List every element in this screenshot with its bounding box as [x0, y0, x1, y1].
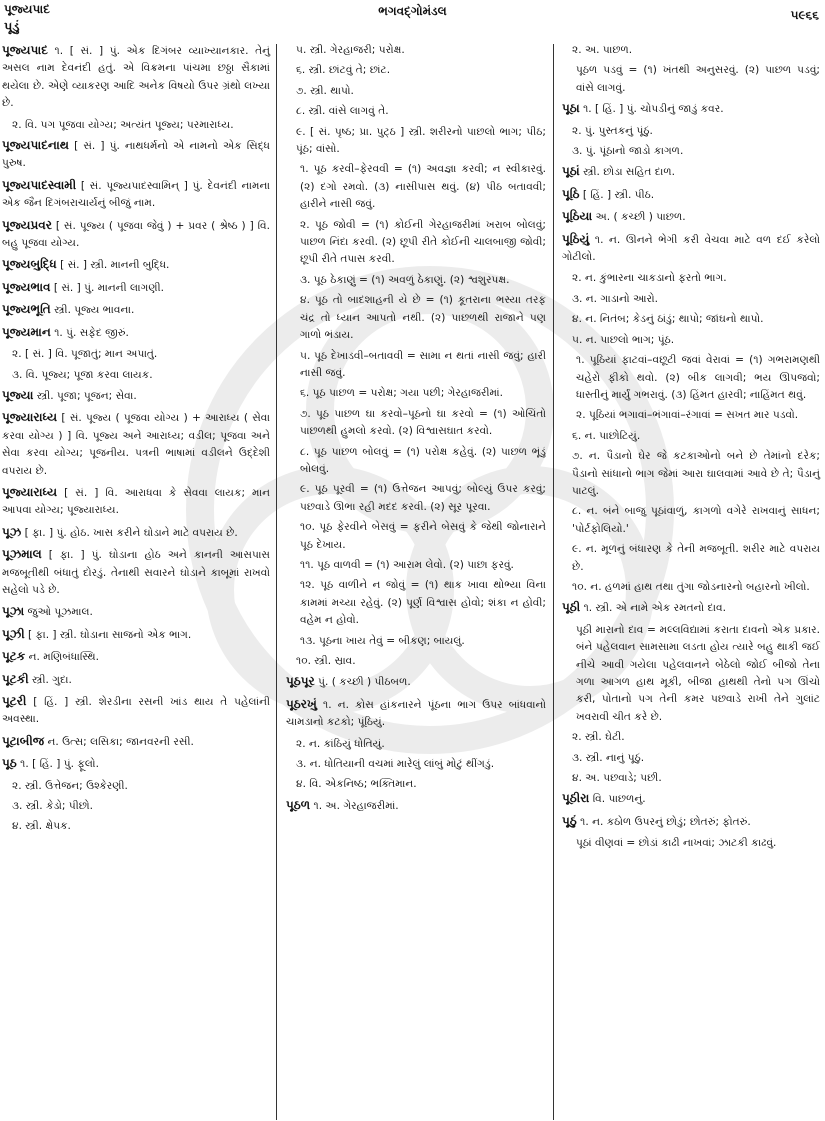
headword: પૂઠપૂર — [286, 674, 315, 689]
idiom-definition: ૪. પૂઠ તો બાદશાહની યે છે = (૧) કૂતરાના ભસ્યા તરફ ચંદ્ર તો ધ્યાન આપતો નથી. (૨) પાછળથી રાજાને પણ ગાળો ભંડાય. — [300, 294, 546, 342]
idiom-definition: ૯. પૂઠ પૂરવી = (૧) ઉત્તેજન આપવું; બોલ્યું ઉપર કરવું; પછવાડે ઊભા રહી મદદ કરવી. (૨) સૂર પૂરવા. — [300, 483, 546, 513]
sub-definition: ૭. સ્ત્રી. થાપો. — [296, 84, 354, 97]
dictionary-entry — [2, 603, 270, 621]
headword: પૂજ્યા — [2, 387, 34, 402]
definition-text: સ્ત્રી. છોડા સહિત દાળ. — [579, 166, 675, 179]
definition-text: ૧. અ. ગેરહાજરીમાં. — [310, 799, 399, 812]
headword: પૂટરી — [2, 694, 27, 708]
sub-definition: ૨. ન. કુંભારના ચાકડાનો ફરતો ભાગ. — [572, 272, 727, 285]
sub-definition: ૮. સ્ત્રી. વાંસે લાગવું તે. — [296, 105, 389, 118]
definition-text: ૧. પું. સફેદ જીરું. — [50, 326, 129, 339]
headword: પૂઠાં — [562, 164, 580, 179]
headword: પૂઠ — [2, 756, 17, 771]
definition-text: [ હિં. ] સ્ત્રી. પીઠ. — [579, 188, 655, 201]
sub-definition: ૯. [ સં. પૃષ્ઠ; પ્રા. પુટ્ઠ ] સ્ત્રી. શરીરનો પાછલો ભાગ; પીઠ; પૂંઠ; વાંસો. — [296, 125, 546, 156]
headword: પૂઠિયા — [562, 209, 593, 224]
sub-definition: ૪. વિ. એકનિષ્ઠ; ભક્તિમાન. — [296, 778, 417, 791]
headword: પૂઠા — [562, 101, 580, 116]
dictionary-entry — [2, 484, 270, 520]
dictionary-entry — [562, 208, 820, 226]
definition-text: [ સં. ] વિ. આરાધવા કે સેવવા લાયક; માન આપવા યોગ્ય; પૂજ્યારાધ્ય. — [2, 486, 270, 517]
definition-text: ૧. ન. કઠોળ ઉપરનું છોડું; છોતરું; ફોતરું. — [576, 815, 751, 828]
sub-definition: ૪. સ્ત્રી. ક્ષેપક. — [12, 820, 71, 833]
definition-text: [ ફા. ] પું. ઘોડાના હોઠ અને કાનની આસપાસ મજબૂતીથી બંધાતું દોરડું. તેનાથી સવારને ઘોડાને કાબૂમાં રાખવો સહેલો પડે છે. — [2, 549, 270, 596]
idiom-definition: ૩. પૂઠ ઠેકાણું = (૧) અવળું ઠેકાણું. (૨) શ્વશુરપક્ષ. — [300, 273, 510, 286]
dictionary-entry — [2, 177, 270, 213]
definition-text: સ્ત્રી. પૂજ્ય ભાવના. — [50, 304, 135, 317]
dictionary-entry — [2, 387, 270, 405]
definition-text: ૧. સ્ત્રી. એ નામે એક રમતનો દાવ. — [580, 602, 726, 615]
idiom-definition: ૧. પૂઠિયાં ફાટવાં–વછૂટી જવાં વેરાવાં = (૧) ગભરામણથી ચહેરો ફીકો થવો. (૨) બીક લાગવી; ભય ઊપજવો; ધાસ્તીનું માર્યું ગભરાવું. (૩) હિંમત હારવી; નાહિંમત થવું. — [576, 354, 820, 401]
headword: પૂઝ — [2, 524, 22, 539]
sub-definition: ૩. સ્ત્રી. કેડો; પીછો. — [12, 800, 93, 813]
dictionary-entry — [2, 256, 270, 274]
sub-definition: ૫. ન. પાછલો ભાગ; પૂંઠ. — [572, 333, 675, 346]
page-header — [0, 0, 825, 42]
definition-text: [ હિં. ] સ્ત્રી. શેરડીના રસની ખાંડ થાય તે પહેલાંની અવસ્થા. — [2, 696, 270, 726]
sub-definition: ૬. ન. પાછોટિયું. — [572, 429, 641, 442]
sub-definition: ૬. સ્ત્રી. છાંટવું તે; છાંટ. — [296, 64, 391, 77]
dictionary-entry — [2, 42, 270, 113]
sub-definition: ૩. ન. ધોતિયાની વચમાં મારેલું લાંબું મોટું થીંગડું. — [296, 758, 495, 771]
dictionary-title: ભગવદ્ગોમંડલ — [378, 4, 447, 18]
definition-text: [ ફા. ] સ્ત્રી. ઘોડાના સાજનો એક ભાગ. — [24, 628, 192, 641]
headword: પૂઠળ — [286, 797, 311, 812]
idiom-definition: પૂઠી મારાનો દાવ = મલ્લવિદ્યામાં કરાતા દાવનો એક પ્રકાર. બંને પહેલવાન સામસામા લડતા હોય ત્યારે બહુ થાકી જઈ નીચે આવી ગયેલા પહેલવાનને બેઠેલો જોઈ બીજો તેના ગળા આગળ હાથ મૂકી, બીજા હાથથી તેનો પગ ઊંચો કરી, પોતાનો પગ તેની કમર પછવાડે રાખી તેને ગુલાંટ ખવરાવી ચીત કરે છે. — [576, 623, 820, 723]
dictionary-entry — [2, 693, 270, 729]
headword: પૂજ્યપાદનાથ — [2, 138, 69, 153]
dictionary-entry — [2, 137, 270, 173]
definition-text: [ સં. ] પું. નાથધર્મનો એ નામનો એક સિદ્ધ પુરુષ. — [2, 140, 270, 170]
headword: પૂજ્યપાદસ્વામી — [2, 177, 77, 192]
idiom-definition: પૂઠાં વીણવાં = છોડાં કાઢી નાખવાં; ઝાટકી કાઢવું. — [576, 837, 777, 850]
idiom-definition: ૧૦. પૂઠ ફેરવીને બેસવું = ફરીને બેસવું કે જેથી જોનારાને પૂઠ દેખાય. — [300, 521, 546, 551]
sub-definition: ૩. ન. ગાડાનો આરો. — [572, 292, 659, 305]
sub-definition: ૮. ન. બંને બાજુ પૂઠાંવાળું, કાગળો વગેરે રાખવાનું સાધન; 'પોર્ટફોલિયો.' — [572, 505, 820, 535]
idiom-definition: ૭. પૂઠ પાછળ ઘા કરવો–પૂઠનો ઘા કરવો = (૧) ઓચિંતો પાછળથી હુમલો કરવો. (૨) વિશ્વાસઘાત કરવો. — [300, 407, 546, 438]
headword: પૂજ્યારાધ્ય — [2, 410, 58, 425]
idiom-definition: ૧૩. પૂઠના ખાય તેવું = બીકણ; બાયલું. — [300, 634, 465, 647]
sub-definition: ૩. વિ. પૂજ્ય; પૂજા કરવા લાયક. — [12, 368, 153, 381]
definition-text: ૧. [ હિં. ] પું. ચોપડીનું જાડું કવર. — [579, 103, 724, 116]
headword: પૂટક — [2, 649, 26, 664]
dictionary-entry — [2, 217, 270, 253]
definition-text: ૧. ન. કોસ હાંકનારને પૂંઠના ભાગ ઉપર બાંધવાનો ચામડાનો કટકો; પૂંઠિયું. — [286, 698, 546, 729]
headword: પૂજ્યમાન — [2, 324, 51, 339]
column-divider — [276, 44, 277, 1120]
dictionary-entry — [2, 524, 270, 542]
headword: પૂઠિ — [562, 186, 580, 201]
definition-text: [ સં. ] સ્ત્રી. માનની બુદ્ધિ. — [56, 259, 170, 272]
definition-text: [ સં. પૂજ્ય ( પૂજવા જેવું ) + પ્રવર ( શ્રેષ્ઠ ) ] વિ. બહુ પૂજવા યોગ્ય. — [2, 219, 270, 250]
sub-definition: ૨. સ્ત્રી. ઘેટી. — [572, 731, 625, 744]
idiom-definition: પૂઠળ પડવું = (૧) ખંતથી અનુસરવું. (૨) પાછળ પડવું; વાંસે લાગવું. — [576, 64, 820, 94]
dictionary-entry — [562, 100, 820, 118]
headword: પૂઠીરા — [562, 791, 590, 806]
idiom-definition: ૫. પૂઠ દેખાડવી–બતાવવી = સામા ન થતાં નાસી જવું; હારી નાસી જવું. — [300, 349, 546, 379]
idiom-definition: ૨. પૂઠિયાં ભગાવાં–ભંગાવાં–રંગાવાં = સખત માર પડવો. — [576, 409, 799, 422]
definition-text: [ સં. પૂજ્ય ( પૂજવા યોગ્ય ) + આરાધ્ય ( સેવા કરવા યોગ્ય ) ] વિ. પૂજ્ય અને આરાધ્ય; વડીલ; પૂજવા અને સેવા કરવા યોગ્ય; પૂજનીય. પત્રની ભાષામાં વડીલને ઉદ્દેશી વપરાય છે. — [2, 412, 270, 477]
dictionary-entry — [562, 163, 820, 181]
headword: પૂઠિયું — [562, 231, 590, 246]
headword: પૂઠરખું — [286, 696, 317, 711]
dictionary-entry — [562, 186, 820, 204]
definition-text: સ્ત્રી. ગુદા. — [28, 673, 72, 686]
dictionary-entry — [562, 790, 820, 808]
definition-text: [ ફા. ] પું. હોઠ. ખાસ કરીને ઘોડાને માટે વપરાય છે. — [21, 526, 238, 539]
dictionary-entry — [2, 671, 270, 689]
headword: પૂજ્યપ્રવર — [2, 217, 52, 232]
dictionary-entry — [286, 797, 546, 815]
sub-definition: ૨. સ્ત્રી. ઉત્તેજન; ઉશ્કેરણી. — [12, 779, 128, 792]
definition-text: ૧. [ સં. ] પું. એક દિગંબર વ્યાખ્યાનકાર. તેનું અસલ નામ દેવનંદી હતું. એ વિક્રમના પાંચમા છઠ્ઠા સૈકામાં થયેલા છે. એણે વ્યાકરણ આદિ અનેક વિષયો ઉપર ગ્રંથો લખ્યા છે. — [2, 45, 270, 110]
dictionary-entry — [286, 673, 546, 691]
idiom-definition: ૨. પૂઠ જોવી = (૧) કોઈની ગેરહાજરીમાં ખરાબ બોલવું; પાછળ નિંદા કરવી. (૨) છૂપી રીતે કોઈની ચાલબાજી જોવી; છૂપી રીતે તપાસ કરવી. — [300, 218, 546, 266]
dictionary-entry — [286, 696, 546, 732]
headword: પૂજ્યપાદ — [2, 43, 48, 57]
sub-definition: ૨. અ. પાછળ. — [572, 44, 633, 56]
definition-text: ન. ઉત્સ; લસિકા; જાનવરની રસી. — [44, 735, 194, 748]
sub-definition: ૧૦. ન. હળમાં હાથ તથા તુંગા જોડનારનો બહારનો ખીલો. — [572, 580, 810, 593]
sub-definition: ૯. ન. મૂળનું બંધારણ કે તેની મજબૂતી. શરીર માટે વપરાય છે. — [572, 543, 820, 573]
sub-definition: ૩. પું. પૂંઠાનો જાડો કાગળ. — [572, 145, 684, 158]
definition-text: ૧. ન. ઊનને ભેગી કરી વેચવા માટે વળ દઈ કરેલો ગોટીલો. — [562, 233, 820, 264]
headword: પૂઠું — [562, 813, 577, 828]
dictionary-entry — [2, 755, 270, 773]
sub-definition: ૪. ન. નિતંબ; કેડનું ઠાંડું; થાપો; જાંઘનો થાપો. — [572, 313, 764, 326]
headword: પૂઝમાલ — [2, 547, 42, 562]
headword: પૂટકી — [2, 671, 29, 686]
headword: પૂઝા — [2, 604, 25, 619]
headword: પૂજ્યભાવ — [2, 279, 51, 294]
dictionary-entry — [562, 599, 820, 617]
dictionary-entry — [2, 648, 270, 666]
idiom-definition: ૧૧. પૂઠ વાળવી = (૧) આરામ લેવો. (૨) પાછા ફરવું. — [300, 558, 514, 571]
dictionary-entry — [2, 409, 270, 480]
headword: પૂજ્યબુદ્ધિ — [2, 257, 57, 272]
headword: પૂજ્યભૂતિ — [2, 302, 51, 317]
definition-text: ૧. [ હિં. ] પું. ફૂલો. — [16, 758, 99, 771]
dictionary-entry — [2, 301, 270, 319]
idiom-definition: ૧. પૂઠ કરવી–ફેરવવી = (૧) અવજ્ઞા કરવી; ન સ્વીકારવું. (૨) દગો રમવો. (૩) નાસીપાસ થવું. (૪) પીઠ બતાવવી; હારીને નાસી જવું. — [300, 163, 546, 211]
idiom-definition: ૬. પૂઠ પાછળ = પરોક્ષ; ગયા પછી; ગેરહાજરીમાં. — [300, 387, 503, 400]
dictionary-entry — [2, 626, 270, 644]
dictionary-entry — [2, 733, 270, 751]
dictionary-entry — [562, 813, 820, 831]
sub-definition: ૩. સ્ત્રી. નાનું પૂઠું. — [572, 751, 645, 764]
guide-word-first: પૂજ્યપાદ — [4, 2, 50, 16]
definition-text: વિ. પાછળનું. — [589, 793, 646, 806]
column-middle — [280, 42, 550, 1121]
sub-definition: ૨. પું. પુસ્તકનું પૂંઠું. — [572, 124, 653, 137]
page-number: ૫૯૬૬ — [790, 8, 819, 22]
dictionary-entry — [2, 279, 270, 297]
headword: પૂઝી — [2, 626, 25, 641]
dictionary-entry — [562, 231, 820, 267]
column-right — [556, 42, 824, 1121]
headword: પૂઠી — [562, 600, 581, 615]
guide-word-last: પૂડું — [4, 20, 20, 35]
idiom-definition: ૮. પૂઠ પાછળ બોલવું = (૧) પરોક્ષ કહેવું. (૨) પાછળ ભૂંડું બોલવું. — [300, 445, 546, 475]
definition-text: અ. ( કચ્છી ) પાછળ. — [592, 211, 686, 224]
sub-definition: ૭. ન. પૈડાનો ઘેર જે કટકાઓનો બને છે તેમાંનો દરેક; પૈડાનો સાંધાનો ભાગ જેમાં આરા ઘાલવામાં આવે છે તે; પૈડાનું પાટલું. — [572, 450, 820, 497]
headword: પૂટાબીજ — [2, 733, 45, 748]
dictionary-entry — [2, 324, 270, 342]
definition-text: [ સં. પૂજ્યપાદસ્વામિન્ ] પું. દેવનંદી નામના એક જૈન દિગંબરાચાર્યનું બીજું નામ. — [2, 179, 270, 210]
column-left — [2, 42, 274, 1121]
definition-text: સ્ત્રી. પૂજા; પૂજન; સેવા. — [33, 389, 137, 402]
definition-text: જુઓ પૂઝમાલ. — [24, 606, 93, 619]
sub-definition: ૨. [ સં. ] વિ. પૂજાતું; માન અપાતું. — [12, 348, 158, 361]
definition-text: પું. ( કચ્છી ) પીઠબળ. — [314, 676, 411, 689]
sub-definition: ૧૦. સ્ત્રી. સ્રાવ. — [296, 655, 356, 667]
sub-definition: ૫. સ્ત્રી. ગેરહાજરી; પરોક્ષ. — [296, 44, 405, 56]
sub-definition: ૪. અ. પછવાડે; પછી. — [572, 772, 662, 785]
dictionary-entry — [2, 546, 270, 599]
headword: પૂજ્યારાધ્ય — [2, 484, 58, 499]
sub-definition: ૨. ન. કાંઠિયું ધોતિયું. — [296, 737, 385, 750]
idiom-definition: ૧૨. પૂઠ વાળીને ન જોવું = (૧) થાક ખાવા થોભ્યા વિના કામમાં મચ્યા રહેવું. (૨) પૂર્ણ વિશ્વાસ હોવો; શંકા ન હોવી; વહેમ ન હોવો. — [300, 579, 546, 627]
column-divider — [553, 44, 554, 1120]
sub-definition: ૨. વિ. પગ પૂજવા યોગ્ય; અત્યંત પૂજ્ય; પરમારાધ્ય. — [12, 118, 234, 131]
definition-text: [ સં. ] પું. માનની લાગણી. — [50, 281, 165, 294]
definition-text: ન. મણિબંધાસ્થિ. — [25, 651, 99, 664]
